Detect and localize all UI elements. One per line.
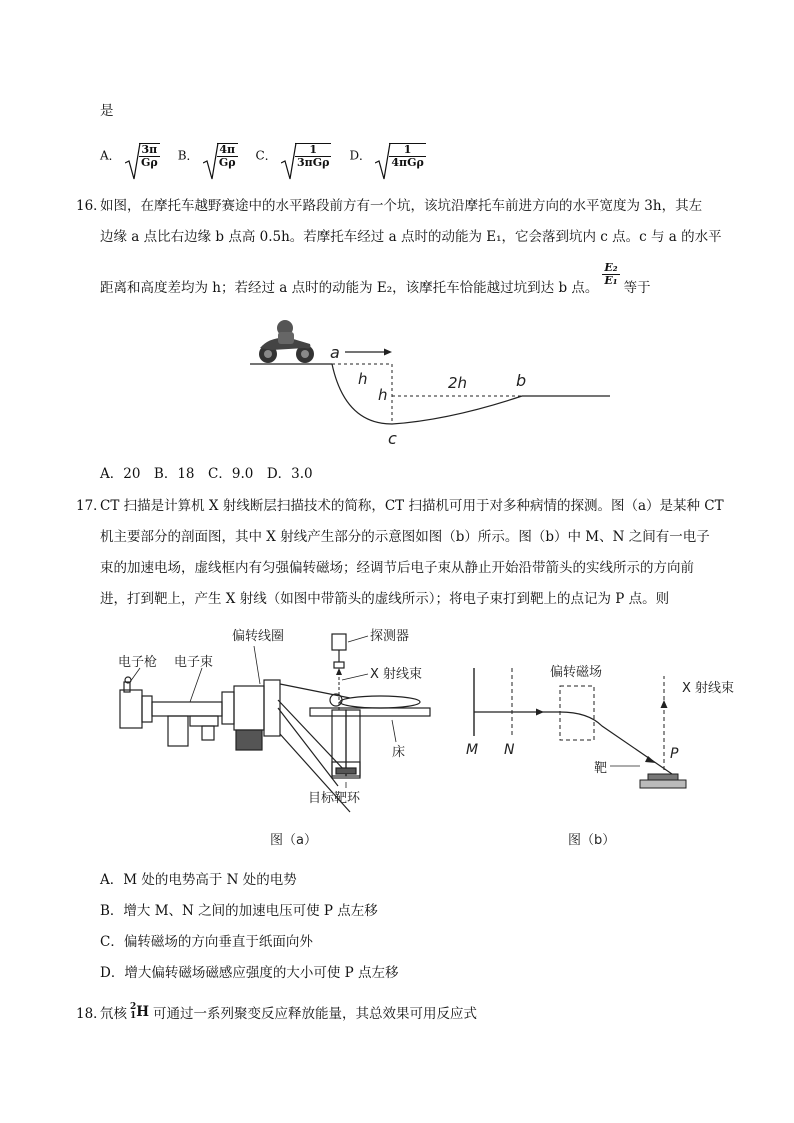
q17-number: 17．	[76, 498, 107, 514]
frac-num: 1	[389, 144, 425, 157]
q18-prefix: 氘核	[100, 1006, 127, 1022]
xray-beam-label: X 射线束	[370, 667, 423, 682]
q16-line-3-text: 距离和高度差均为 h；若经过 a 点时的动能为 E₂，该摩托车恰能越过坑到达 b 点。	[100, 280, 599, 296]
q18-text: 可通过一系列聚变反应释放能量，其总效果可用反应式	[153, 1006, 478, 1022]
q17-line-1: CT 扫描是计算机 X 射线断层扫描技术的简称，CT 扫描机可用于对多种病情的探测。图（a）是某种 CT	[100, 498, 724, 514]
q16-options: A．20 B．18 C．9.0 D．3.0	[100, 466, 313, 482]
electron-gun-label: 电子枪	[118, 655, 158, 670]
option-label: C．	[255, 148, 277, 163]
q15-tail: 是	[100, 103, 114, 119]
frac-den: Gρ	[140, 156, 158, 169]
frac-den: E₁	[604, 274, 618, 287]
ct-figure-b	[460, 640, 760, 852]
xray-beam-b-label: X 射线束	[682, 681, 735, 696]
point-a-label: a	[330, 343, 340, 362]
option-label: D．	[349, 148, 372, 163]
q17-line-2: 机主要部分的剖面图，其中 X 射线产生部分的示意图如图（b）所示。图（b）中 M、N 之间有一电子	[100, 529, 710, 545]
target-ring-label: 目标靶环	[308, 791, 361, 806]
deuterium-symbol: H	[136, 1004, 150, 1020]
sqrt-sign-icon	[281, 141, 297, 181]
detector-label: 探测器	[370, 629, 410, 644]
q17-option-d: D．增大偏转磁场磁感应强度的大小可使 P 点左移	[100, 965, 399, 981]
q16-number: 16．	[76, 198, 107, 214]
ct-figure-a	[110, 622, 445, 852]
sqrt-expression	[281, 143, 331, 169]
q15-option-d	[349, 143, 425, 169]
q16-line-2: 边缘 a 点比右边缘 b 点高 0.5h。若摩托车经过 a 点时的动能为 E₁，它会落到坑内 c 点。c 与 a 的水平	[100, 229, 722, 245]
sqrt-expression	[125, 143, 160, 169]
frac-num: 1	[295, 144, 331, 157]
point-b-label: b	[516, 371, 527, 390]
sqrt-sign-icon	[203, 141, 219, 181]
q16-line-3	[100, 262, 651, 298]
plate-m-label: M	[466, 742, 479, 758]
option-label: B．	[177, 148, 199, 163]
target-label: 靶	[594, 761, 608, 776]
bed-label: 床	[392, 745, 406, 760]
height-h2-label: h	[378, 386, 388, 404]
energy-ratio-fraction	[602, 262, 619, 287]
sqrt-expression	[203, 143, 238, 169]
q17-line-4: 进，打到靶上，产生 X 射线（如图中带箭头的虚线所示）；将电子束打到靶上的点记为 P 点。则	[100, 591, 670, 607]
q15-option-b	[178, 143, 238, 169]
height-h-label: h	[358, 370, 368, 388]
point-p-label: P	[670, 746, 679, 762]
q15-option-a	[100, 143, 160, 169]
motorcycle-icon	[259, 320, 314, 363]
mass-number: 2	[130, 1002, 137, 1012]
q15-options	[100, 134, 426, 178]
width-2h-label: 2h	[448, 374, 468, 392]
q18-number: 18．	[76, 1006, 107, 1022]
q17-option-a: A．M 处的电势高于 N 处的电势	[100, 872, 297, 888]
option-label: A．	[100, 148, 121, 163]
q16-line-3-tail: 等于	[623, 280, 651, 296]
point-c-label: c	[388, 429, 397, 448]
electron-beam-label: 电子束	[174, 655, 214, 670]
sqrt-sign-icon	[125, 141, 141, 181]
sqrt-sign-icon	[375, 141, 391, 181]
q15-option-c	[256, 143, 332, 169]
frac-den: 3πGρ	[297, 156, 330, 169]
q17-option-b: B．增大 M、N 之间的加速电压可使 P 点左移	[100, 903, 378, 919]
figure-a-caption: 图（a）	[270, 833, 317, 848]
plate-n-label: N	[504, 742, 515, 758]
frac-num: E₂	[604, 261, 618, 274]
q18-line-1	[100, 998, 477, 1026]
deflection-field-label: 偏转磁场	[550, 665, 603, 680]
sqrt-expression	[375, 143, 425, 169]
frac-num: 4π	[217, 144, 238, 157]
frac-num: 3π	[139, 144, 160, 157]
pit-figure	[250, 318, 610, 450]
deflection-coil-label: 偏转线圈	[232, 629, 285, 644]
q16-line-1: 如图，在摩托车越野赛途中的水平路段前方有一个坑，该坑沿摩托车前进方向的水平宽度为 3h，其左	[100, 198, 703, 214]
figure-b-caption: 图（b）	[568, 833, 616, 848]
frac-den: Gρ	[218, 156, 236, 169]
q17-line-3: 束的加速电场，虚线框内有匀强偏转磁场；经调节后电子束从静止开始沿带箭头的实线所示的方向前	[100, 560, 694, 576]
frac-den: 4πGρ	[391, 156, 424, 169]
q17-option-c: C．偏转磁场的方向垂直于纸面向外	[100, 934, 313, 950]
atomic-number: 1	[130, 1011, 137, 1021]
